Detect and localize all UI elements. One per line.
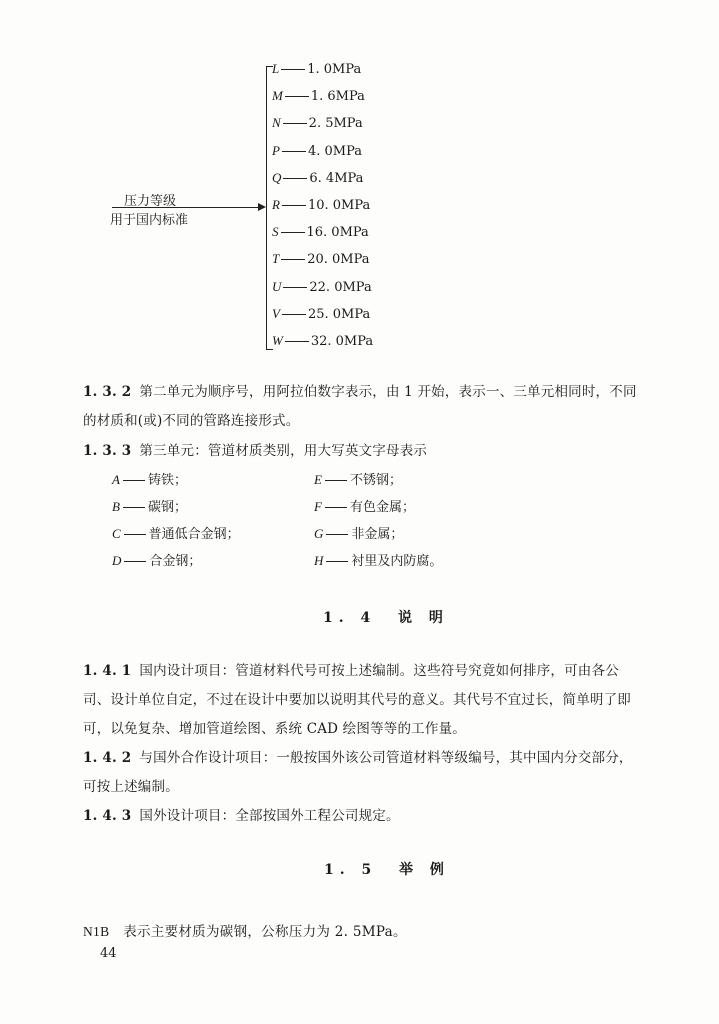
material-letter: D [112, 553, 122, 568]
dash [123, 480, 145, 481]
paragraph-1-3-3 [83, 437, 643, 466]
page-number: 44 [100, 946, 117, 961]
material-item [314, 550, 442, 569]
material-item [112, 469, 187, 488]
pressure-row [272, 115, 363, 131]
example-code: N1B [83, 924, 110, 939]
dash [281, 259, 305, 260]
section-number: 1. 4. 1 [83, 663, 132, 679]
pressure-letter: P [272, 142, 280, 158]
material-text: 衬里及内防腐。 [351, 554, 443, 569]
pressure-value: 6. 4MPa [309, 170, 364, 186]
dash [285, 341, 309, 342]
pressure-row [272, 170, 363, 186]
material-text: 非金属； [351, 527, 404, 542]
pressure-letter: L [272, 61, 280, 76]
paragraph-1-4-3 [83, 802, 643, 831]
dash [281, 232, 305, 233]
dash [326, 561, 348, 562]
paragraph-text: 国内设计项目：管道材料代号可按上述编制。这些符号究竟如何排序，可由各公司、设计单位自定，不过在设计中要加以说明其代号的意义。其代号不宜过长，简单明了即可，以免复杂、增加管道绘图、系统 CAD 绘图等等的工作量。 [83, 663, 631, 737]
dash [325, 480, 347, 481]
dash [282, 314, 306, 315]
pressure-row [272, 88, 365, 104]
pressure-value: 2. 5MPa [308, 116, 363, 132]
pressure-value: 25. 0MPa [307, 306, 371, 322]
section-heading-1-4 [323, 607, 449, 627]
example-text: 表示主要材质为碳钢，公称压力为 2. 5MPa。 [123, 924, 407, 940]
material-letter: H [314, 553, 324, 568]
pressure-letter: S [272, 224, 279, 240]
material-text: 普通低合金钢； [148, 527, 240, 542]
material-text: 铸铁； [147, 473, 187, 488]
paragraph-1-4-1 [83, 657, 643, 744]
material-item [314, 523, 403, 542]
pressure-row [272, 333, 373, 349]
material-letter: C [112, 526, 121, 541]
material-item [112, 550, 201, 569]
material-item [314, 496, 415, 515]
heading-number: 1. 4 [323, 610, 377, 626]
dash [124, 561, 146, 562]
paragraph-1-3-2 [83, 378, 643, 436]
section-number: 1. 4. 2 [83, 750, 132, 766]
pressure-row [272, 279, 372, 295]
paragraph-1-4-2 [83, 744, 643, 802]
pressure-value: 10. 0MPa [307, 198, 371, 213]
material-text: 不锈钢； [349, 473, 402, 488]
pressure-letter: W [272, 333, 283, 348]
paragraph-text: 第三单元：管道材质类别，用大写英文字母表示 [139, 443, 428, 459]
paragraph-text: 国外设计项目：全部按国外工程公司规定。 [139, 808, 400, 824]
pressure-letter: Q [272, 169, 282, 185]
pressure-row [272, 306, 370, 322]
pressure-row [272, 197, 370, 213]
pressure-value: 1. 6MPa [310, 89, 365, 105]
pressure-value: 16. 0MPa [306, 225, 369, 241]
pressure-row [272, 251, 370, 267]
section-heading-1-5 [324, 859, 450, 879]
pressure-row [272, 61, 361, 77]
section-number: 1. 3. 3 [83, 443, 132, 459]
material-text: 有色金属； [349, 500, 415, 515]
dash [124, 534, 146, 535]
material-letter: F [314, 499, 322, 514]
paragraph-text: 第二单元为顺序号，用阿拉伯数字表示，由 1 开始，表示一、三单元相同时，不同的材质和(或)不同的管路连接形式。 [83, 384, 637, 429]
pressure-letter: R [272, 197, 280, 212]
heading-title: 举 例 [398, 862, 450, 878]
dash [325, 507, 347, 508]
dash [285, 96, 309, 97]
pressure-arrow-line [112, 207, 260, 208]
material-letter: B [112, 499, 120, 514]
dash [282, 205, 306, 206]
section-number: 1. 3. 2 [83, 384, 132, 400]
heading-number: 1. 5 [324, 862, 378, 878]
material-letter: E [314, 472, 322, 487]
pressure-row [272, 224, 369, 240]
material-item [314, 469, 402, 488]
example-line [83, 920, 407, 940]
dash [281, 69, 305, 70]
dash [283, 123, 307, 124]
pressure-arrow-head [258, 203, 266, 211]
pressure-value: 22. 0MPa [309, 279, 372, 295]
section-number: 1. 4. 3 [83, 808, 132, 824]
pressure-letter: V [272, 305, 280, 321]
heading-title: 说 明 [397, 610, 449, 626]
dash [326, 534, 348, 535]
dash [283, 178, 307, 179]
material-item [112, 523, 240, 542]
pressure-letter: M [272, 88, 283, 104]
pressure-value: 1. 0MPa [307, 62, 362, 77]
pressure-letter: N [272, 115, 281, 131]
material-text: 碳钢； [147, 500, 187, 515]
dash [123, 507, 145, 508]
pressure-label-top: 压力等级 [124, 194, 177, 209]
pressure-letter: U [272, 278, 282, 294]
pressure-value: 32. 0MPa [310, 334, 374, 349]
pressure-value: 20. 0MPa [307, 252, 370, 268]
material-letter: G [314, 526, 324, 541]
material-item [112, 496, 187, 515]
pressure-row [272, 143, 362, 159]
paragraph-text: 与国外合作设计项目：一般按国外该公司管道材料等级编号，其中国内分交部分，可按上述编制。 [83, 750, 633, 795]
pressure-label-bottom: 用于国内标准 [110, 213, 189, 228]
pressure-letter: T [272, 251, 280, 267]
material-letter: A [112, 472, 120, 487]
dash [283, 287, 307, 288]
material-text: 合金钢； [149, 554, 202, 569]
dash [282, 151, 306, 152]
pressure-value: 4. 0MPa [307, 143, 362, 159]
